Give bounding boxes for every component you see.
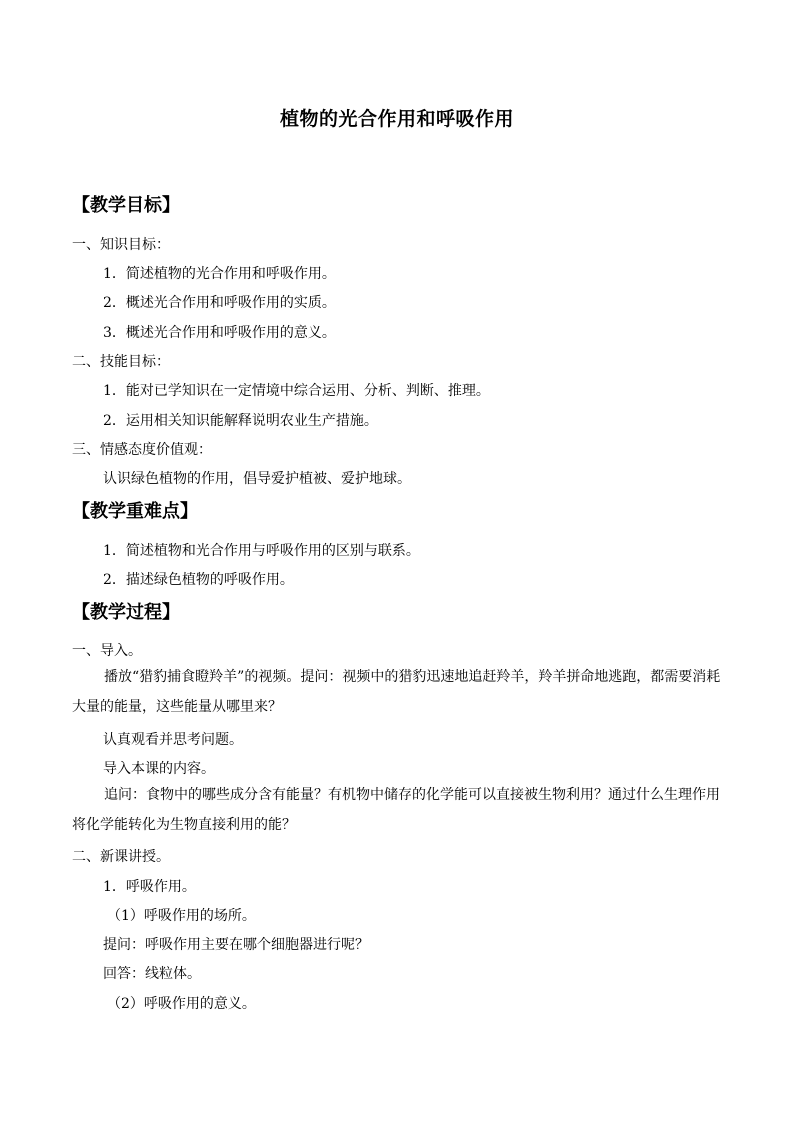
new-lesson-label: 二、新课讲授。 <box>72 849 170 865</box>
knowledge-goals-label: 一、知识目标： <box>72 237 170 253</box>
key-point-item: 2．描述绿色植物的呼吸作用。 <box>103 572 294 588</box>
section-heading-process: 【教学过程】 <box>72 602 180 623</box>
knowledge-item: 3．概述光合作用和呼吸作用的意义。 <box>103 325 336 341</box>
respiration-title: 1．呼吸作用。 <box>103 879 196 895</box>
section-heading-key-points: 【教学重难点】 <box>72 501 198 522</box>
respiration-subsection-location: （1）呼吸作用的场所。 <box>107 908 256 924</box>
intro-paragraph-followup: 追问：食物中的哪些成分含有能量？有机物中储存的化学能可以直接被生物利用？通过什么生理作用将化学能转化为生物直接利用的能？ <box>72 787 720 833</box>
intro-line-lesson: 导入本课的内容。 <box>103 761 215 777</box>
respiration-question: 提问：呼吸作用主要在哪个细胞器进行呢？ <box>103 937 369 953</box>
intro-line-observe: 认真观看并思考问题。 <box>103 732 243 748</box>
skill-item: 2．运用相关知识能解释说明农业生产措施。 <box>103 413 378 429</box>
attitude-goals-label: 三、情感态度价值观： <box>72 442 212 458</box>
key-point-item: 1．简述植物和光合作用与呼吸作用的区别与联系。 <box>103 543 420 559</box>
intro-label: 一、导入。 <box>72 643 142 659</box>
attitude-text: 认识绿色植物的作用，倡导爱护植被、爱护地球。 <box>103 471 411 487</box>
knowledge-item: 1．简述植物的光合作用和呼吸作用。 <box>103 266 336 282</box>
document-title: 植物的光合作用和呼吸作用 <box>279 108 514 130</box>
respiration-subsection-significance: （2）呼吸作用的意义。 <box>107 996 256 1012</box>
respiration-answer: 回答：线粒体。 <box>103 966 201 982</box>
section-heading-goals: 【教学目标】 <box>72 195 180 216</box>
intro-paragraph-video: 播放“猎豹捕食瞪羚羊”的视频。提问：视频中的猎豹迅速地追赶羚羊，羚羊拼命地逃跑，都需要消耗大量的能量，这些能量从哪里来？ <box>72 669 721 715</box>
skill-goals-label: 二、技能目标： <box>72 354 170 370</box>
skill-item: 1．能对已学知识在一定情境中综合运用、分析、判断、推理。 <box>103 383 490 399</box>
knowledge-item: 2．概述光合作用和呼吸作用的实质。 <box>103 295 336 311</box>
